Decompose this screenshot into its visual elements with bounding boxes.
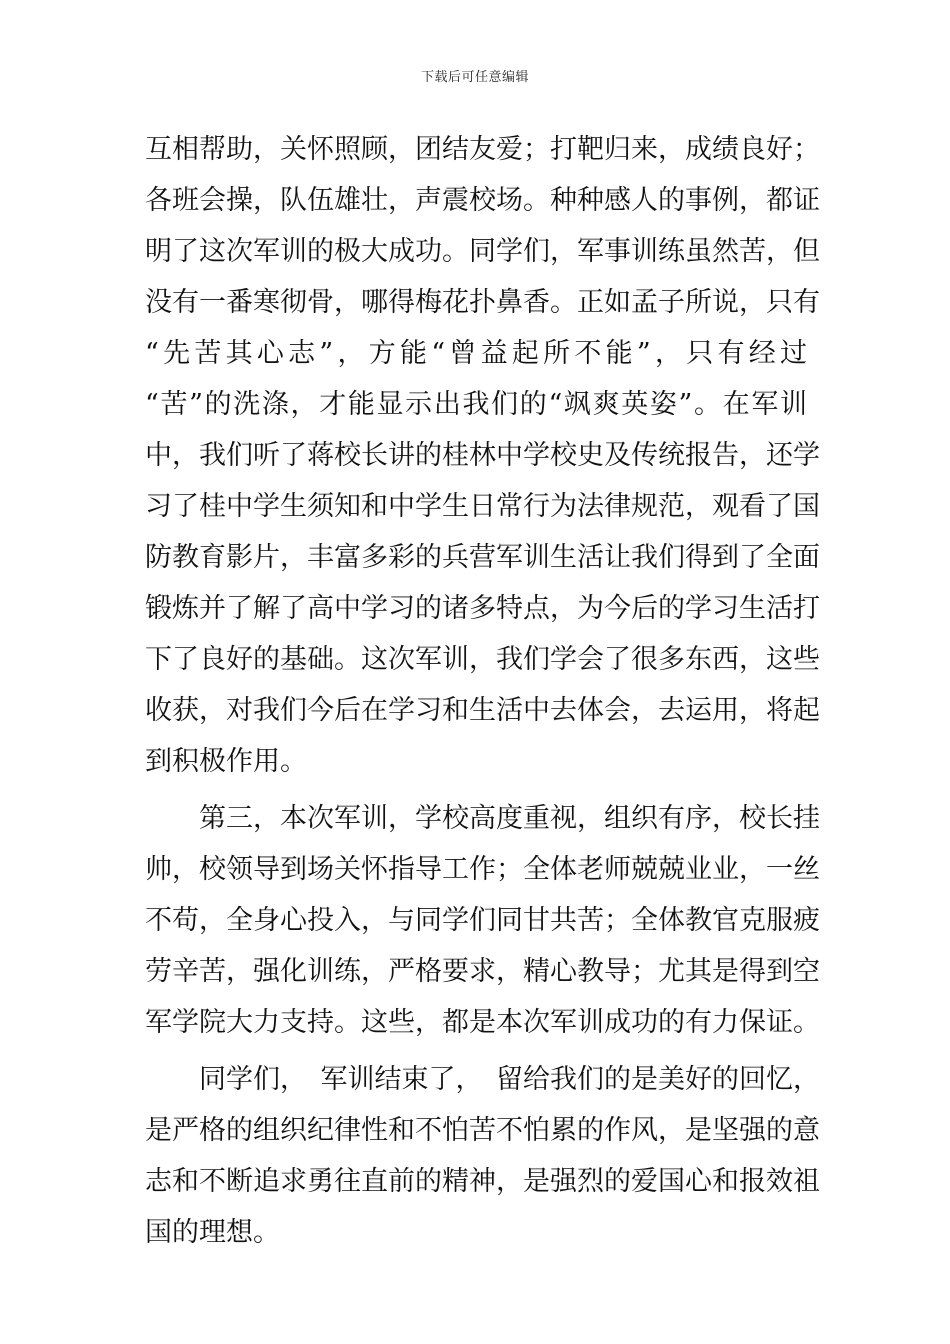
text-line: 各班会操，队伍雄壮，声震校场。种种感人的事例，都证 [145, 185, 820, 216]
text-line: 下了良好的基础。这次军训，我们学会了很多东西，这些 [145, 644, 820, 675]
paragraph-1 [145, 124, 820, 787]
text-line: 明了这次军训的极大成功。同学们，军事训练虽然苦，但 [145, 236, 820, 267]
text-line: 锻炼并了解了高中学习的诸多特点，为今后的学习生活打 [145, 593, 820, 624]
text-line: 中，我们听了蒋校长讲的桂林中学校史及传统报告，还学 [145, 440, 820, 471]
text-line: 劳辛苦，强化训练，严格要求，精心教导；尤其是得到空 [145, 956, 820, 987]
text-line: 是严格的组织纪律性和不怕苦不怕累的作风，是坚强的意 [145, 1115, 820, 1146]
text-line: 国的理想。 [145, 1217, 280, 1248]
text-line: 帅，校领导到场关怀指导工作；全体老师兢兢业业，一丝 [145, 854, 820, 885]
text-line: 没有一番寒彻骨，哪得梅花扑鼻香。正如孟子所说，只有 [145, 287, 820, 318]
text-line: 军学院大力支持。这些，都是本次军训成功的有力保证。 [145, 1007, 820, 1038]
text-line: 志和不断追求勇往直前的精神，是强烈的爱国心和报效祖 [145, 1166, 820, 1197]
text-line: 收获，对我们今后在学习和生活中去体会，去运用，将起 [145, 695, 820, 726]
paragraph-3 [145, 1054, 820, 1258]
paragraph-2 [145, 793, 820, 1048]
text-line: 互相帮助，关怀照顾，团结友爱；打靶归来，成绩良好； [145, 134, 820, 165]
body-text [145, 124, 820, 1258]
text-line: 不苟，全身心投入，与同学们同甘共苦；全体教官克服疲 [145, 905, 820, 936]
text-line: 同学们， 军训结束了， 留给我们的是美好的回忆， [145, 1064, 820, 1095]
text-line: 到积极作用。 [145, 746, 307, 777]
text-line: 习了桂中学生须知和中学生日常行为法律规范，观看了国 [145, 491, 820, 522]
text-line: 防教育影片，丰富多彩的兵营军训生活让我们得到了全面 [145, 542, 820, 573]
header-note: 下载后可任意编辑 [420, 70, 529, 85]
text-line: “苦”的洗涤，才能显示出我们的“飒爽英姿”。在军训 [145, 389, 807, 420]
text-line: “先苦其心志”，方能“曾益起所不能”，只有经过 [145, 338, 807, 369]
text-line: 第三，本次军训，学校高度重视，组织有序，校长挂 [145, 803, 820, 834]
